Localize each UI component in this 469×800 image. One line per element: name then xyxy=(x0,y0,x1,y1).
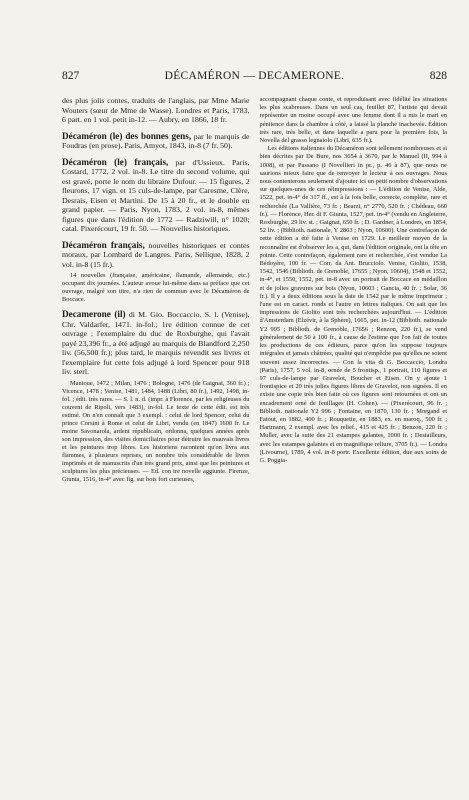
entry-body: par d'Ussieux. Paris, Costard, 1772, 2 vol. in-8. Le titre du second volume, qui est gravé, porte le nom du libraire Dufour. — 15 figures, 2 fleurons, 17 vign. et 15 culs-de-lampe, par Caresme, Clère, Desrais, Eisen et Martini. De 15 à 20 fr., et le double en grand papier. — Paris, Nyon, 1783, 2 vol. in-8, mêmes figures que dans l'édition de 1772 — Radziwill, n° 1020; catal. Pixerécourt, 19 fr. 50. — Nouvelles historiques. xyxy=(62,157,250,233)
two-column-body xyxy=(62,96,447,790)
paragraph: Les éditions italiennes du Décaméron sont tellement nombreuses et si bien décrites par De Bure, nos 3654 à 3670, par le Manuel (II, 994 à 1008), et par Passano (I Novellieri in pr., p. 46 à 87), que nous ne saurions mieux faire que de renvoyer le lecteur à ces ouvrages. Nous nous contenterons seulement d'ajouter ici un petit nombre d'observations sur quelques-unes de ces réimpressions : — L'édition de Venise, Alde, 1522, pet. in-4° de 317 ff., est à la fois belle, correcte, complète, rare et recherchée (La Vallière, 73 fr. ; Bearzi, n° 2770, 520 fr. ; Chédeau, 660 fr.). — Florence, Her. di F. Giunta, 1527, pet. in-4° (vendu en Angleterre, Roxburghe, 29 liv. st. ; Gaignat, 650 fr. ; D. Gardner, à Londres, en 1854, 52 liv. ; (Biblioth. nationale, Y 2863 ; Nyon, 10600). Une contrefaçon de cette édition a été faite à Venise en 1729. Le meilleur moyen de la reconnaître est d'observer les a, qui, dans l'édition originale, ont la tête en pointe. Cette contrefaçon, également rare et recherchée, s'est vendue La Bédoyère, 100 fr. — Corr. da Ant. Brucciolo. Venise, Giolito, 1538, 1542, 1546 (Biblioth. de Grenoble, 17655 ; Nyon, 10604), 1548 et 1552, in-4°, et 1550, 1552, pet. in-8 avec un portrait de Boccace en médaillon et de jolies gravures sur bois (Nyon, 10603 ; Gancia, 40 fr. ; Solar, 36 fr.). Il y a deux éditions sous la date de 1542 par le même imprimeur ; l'une est en caract. ronds et l'autre en lettres italiques. On sait que les impressions de Giolito sont très recherchées aujourd'hui. — L'édition d'Amsterdam (Elzévir, à la Sphère), 1665, pet. in-12 (Biblioth. nationale Y2 995 ; Biblioth. de Grenoble, 17656 ; Renzon, 220 fr.), se vend généralement de 50 à 100 fr., à cause de l'estime que l'on fait de toutes les productions de ces éditeurs, parce qu'on les suppose toujours intégrales et jamais châtrées, qualité qui n'empêche pas qu'elles ne soient souvent assez incorrectes. — Con la vita di G. Boccaccio, Londra (Paris), 1757, 5 vol. in-8, ornée de 5 frontisp., 1 portrait, 110 figures et 97 culs-de-lampe par Gravelot, Boucher et Eisen. On y ajoute 1 frontispice et 20 très jolies figures libres de Gravelot, non signées. Il en existe une copie très bien faite où ces figures sont retournées et ont un encadrement orné de feuillages (H. Cohen). — (Pixerécourt, 96 fr. ; Biblioth. nationale Y2 996 ; Fontaine, en 1870, 130 fr. ; Morgand et Fatout, en 1882, 400 fr. ; Rouquette, en 1883, ex. en maroq., 500 fr. ; Hartmann, 2 exempl. avec les relief., 415 et 425 fr. ; Benzon, 220 fr. ; Muller, avec la suite des 21 estampes galantes, 1000 fr. ; Destailleurs, avec les estampes galantes et en magnifique reliure, 3705 fr.). — Londra (Livourne), 1789, 4 vol. in-8 portr. Excellente édition, due aux soins de G. Poggia- xyxy=(259,145,447,464)
entry-decamerone-boccaccio xyxy=(62,310,250,377)
page-number-left: 827 xyxy=(62,70,80,82)
entry-body: par le marquis de Foudras (en prose). Paris, Amyot, 1843, in-8 (7 fr. 50). xyxy=(62,131,250,150)
entry-intro: des plus jolis contes, traduits de l'anglais, par Mme Marie Wouters (sœur de Mme de Wasse). Londres et Paris, 1783, 6 part. en 1 vol. petit in-12. — Aubry, en 1866, 18 fr. xyxy=(62,96,250,124)
page-header xyxy=(62,70,447,84)
right-column xyxy=(260,96,448,790)
entry-body: di M. Gio. Boccaccio. S. l. (Venise), Chr. Valdarfer, 1471. in-fol.; 1re édition connue de cet ouvrage ; l'exemplaire du duc de Roxburghe, qui l'avait payé 23,396 fr., a été adjugé au marquis de Blandford 2,250 liv. (56,500 fr.); plus tard, le marquis revendit ses livres et l'exemplaire fut cette fois adjugé à lord Spencer pour 918 liv. sterl. xyxy=(62,310,250,376)
entry-decameron-francais-lombard xyxy=(62,241,250,270)
entry-title: Decamerone (il) xyxy=(62,309,126,319)
entry-note: Mantoue, 1472 ; Milan, 1476 ; Bologne, 1476 (de Gaignat, 360 fr.) ; Vicence, 1478 ; Venise, 1481, 1484, 1488 (Libri, 80 fr.), 1492, 1498, in-fol. ; édit. très rares. — S. l. n. d. (impr. à Florence, par les religieuses du couvent de Ripoli, vers 1483), in-fol. Le texte de cette édit. est très estimé. On n'en connaît que 3 exempl. : celui de lord Spencer, celui du prince Corsini à Rome et celui de Libri, vendu (en 1847) 1600 fr. Le moine Savonarola, ardent républicain, ordonna, quelques années après son impression, des visites domiciliaires pour détruire les mauvais livres et les peintures trop libres. Les historiens racontent qu'on livra aux flammes, à plusieurs reprises, un nombre très considérable de livres imprimés et de manuscrits d'un très grand prix, ainsi que les peintures et sculptures les plus précieuses. — Ed. con tre novelle aggiunte. Firenze, Giunta, 1516, in-4° avec fig. sur bois fort curieuses, xyxy=(62,379,250,483)
paragraph: accompagnant chaque conte, et reproduisant avec fidélité les situations les plus scabreuses. Dans un seul cas, feuillet 87, l'artiste qui devait représenter un moine occupé avec une femme dont il a mis le mari en pénitence dans la chambre à côté, a laissé la planche inachevée. Édition très rare, très belle, et dans laquelle a paru pour la première fois, la Novella del grasso legnaiolo (Libri, 635 fr.). xyxy=(259,96,447,145)
entry-body: nouvelles historiques et contes moraux, par Lombard de Langres. Paris, Sellique, 1828, 2 vol. in-8 (15 fr.). xyxy=(62,240,250,269)
entry-decameron-francais-ussieux xyxy=(62,158,250,234)
entry-decameron-bonnes-gens xyxy=(62,132,250,151)
entry-title: Décaméron (le) français, xyxy=(62,156,169,167)
entry-title: Décaméron (le) des bonnes gens, xyxy=(62,130,192,141)
entry-note: 14 nouvelles (française, américaine, flamande, allemande, etc.) occupant dix journées. L'auteur avoue lui-même dans sa préface que cet ouvrage, malgré son titre, n'a rien de commun avec le Décaméron de Boccace. xyxy=(62,272,250,303)
running-title: DÉCAMÉRON — DECAMERONE. xyxy=(164,70,345,82)
left-column xyxy=(62,96,250,790)
page-number-right: 828 xyxy=(429,70,447,82)
entry-title: Décaméron français, xyxy=(62,239,145,250)
